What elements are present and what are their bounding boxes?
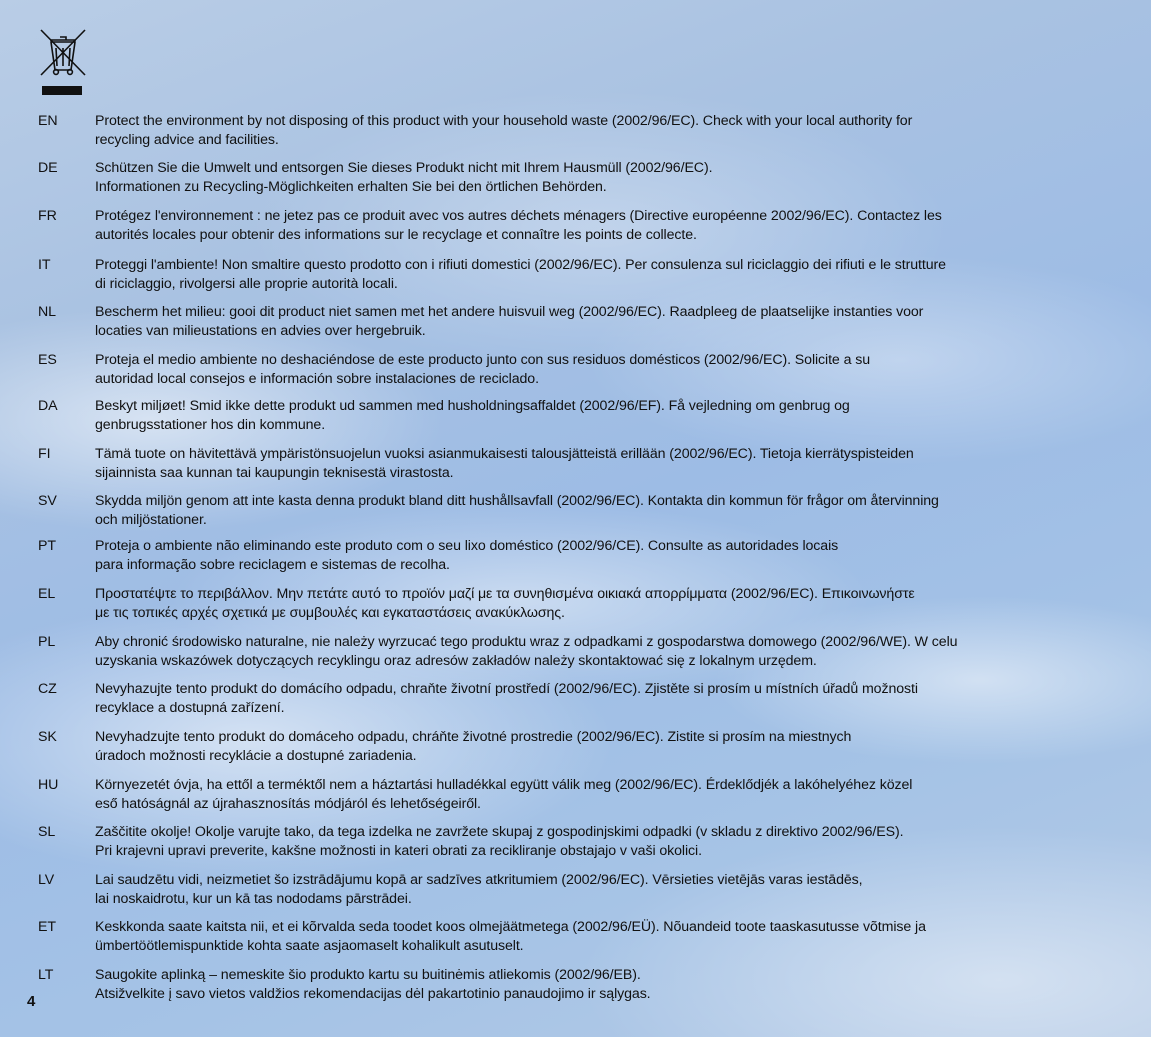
notice-text-line: locaties van milieustations en advies over hergebruik. [95, 322, 426, 339]
language-code: EL [38, 586, 56, 602]
language-code: PL [38, 634, 56, 650]
language-code: SV [38, 493, 57, 509]
language-code: EN [38, 113, 58, 129]
notice-text [95, 966, 1135, 1003]
notice-text-line: Környezetét óvja, ha ettől a terméktől nem a háztartási hulladékkal együtt válik meg (2002/96/EC). Érdeklődjék a lakóhelyéhez közel [95, 777, 913, 793]
notice-text-line: με τις τοπικές αρχές σχετικά με συμβουλές και εγκαταστάσεις ανακύκλωσης. [95, 604, 565, 621]
language-code: CZ [38, 681, 57, 697]
notice-text [95, 397, 1135, 434]
language-code: PT [38, 538, 56, 554]
notice-text [95, 256, 1135, 293]
notice-text-line: Informationen zu Recycling-Möglichkeiten erhalten Sie bei den örtlichen Behörden. [95, 178, 607, 195]
language-code: HU [38, 777, 59, 793]
notice-text-line: Saugokite aplinką – nemeskite šio produkto kartu su buitinėmis atliekomis (2002/96/EB). [95, 967, 641, 983]
notice-text [95, 351, 1135, 388]
notice-text-line: Beskyt miljøet! Smid ikke dette produkt ud sammen med husholdningsaffaldet (2002/96/EF). Få vejledning om genbrug og [95, 398, 850, 414]
language-code: DE [38, 160, 58, 176]
language-code: IT [38, 257, 51, 273]
notice-text-line: Schützen Sie die Umwelt und entsorgen Sie dieses Produkt nicht mit Ihrem Hausmüll (2002/96/EC). [95, 160, 713, 176]
notice-text [95, 445, 1135, 482]
notice-text-line: Proteggi l'ambiente! Non smaltire questo prodotto con i rifiuti domestici (2002/96/EC). Per consulenza sul riciclaggio dei rifiuti e le strutture [95, 257, 946, 273]
notice-text-line: recycling advice and facilities. [95, 131, 279, 148]
notice-text-line: Atsižvelkite į savo vietos valdžios rekomendacijas dėl pakartotinio panaudojimo ir sąlygas. [95, 985, 651, 1002]
language-code: ES [38, 352, 57, 368]
notice-text [95, 159, 1135, 196]
notice-text [95, 633, 1135, 670]
notice-text [95, 871, 1135, 908]
notice-text-line: Pri krajevni upravi preverite, kakšne možnosti in kateri obrati za recikliranje obstajajo v vaši okolici. [95, 842, 702, 859]
language-code: LT [38, 967, 54, 983]
notice-text [95, 680, 1135, 717]
notice-text-line: Aby chronić środowisko naturalne, nie należy wyrzucać tego produktu wraz z odpadkami z gospodarstwa domowego (2002/96/WE). W celu [95, 634, 958, 650]
notice-text-line: Keskkonda saate kaitsta nii, et ei kõrvalda seda toodet koos olmejäätmetega (2002/96/EÜ). Nõuandeid toote taaskasutusse võtmise ja [95, 919, 926, 935]
notice-text-line: úradoch možnosti recyklácie a dostupné zariadenia. [95, 747, 417, 764]
notice-text [95, 728, 1135, 765]
notice-text-line: Nevyhadzujte tento produkt do domáceho odpadu, chráňte životné prostredie (2002/96/EC). Zistite si prosím na miestnych [95, 729, 852, 745]
notice-text-line: Tämä tuote on hävitettävä ympäristönsuojelun vuoksi asianmukaisesti talousjätteistä erillään (2002/96/EC). Tietoja kierrätyspisteiden [95, 446, 914, 462]
notice-text [95, 823, 1135, 860]
notice-text-line: lai noskaidrotu, kur un kā tas nododams pārstrādei. [95, 890, 412, 907]
notice-text-line: eső hatóságnál az újrahasznosítás módjáról és lehetőségeiről. [95, 795, 481, 812]
notice-text-line: di riciclaggio, rivolgersi alle proprie autorità locali. [95, 275, 398, 292]
language-code: ET [38, 919, 56, 935]
notice-text [95, 207, 1135, 244]
language-code: SK [38, 729, 57, 745]
language-code: NL [38, 304, 56, 320]
page-number: 4 [27, 993, 36, 1010]
notice-text-line: sijainnista saa kunnan tai kaupungin teknisestä virastosta. [95, 464, 454, 481]
notice-text-line: Protect the environment by not disposing of this product with your household waste (2002/96/EC). Check with your local authority for [95, 113, 913, 129]
language-code: LV [38, 872, 55, 888]
notice-text-line: autorités locales pour obtenir des informations sur le recyclage et connaître les points de collecte. [95, 226, 697, 243]
notice-text-line: Protégez l'environnement : ne jetez pas ce produit avec vos autres déchets ménagers (Directive européenne 2002/96/EC). Contactez les [95, 208, 942, 224]
notice-text-line: Proteja el medio ambiente no deshaciéndose de este producto junto con sus residuos domésticos (2002/96/EC). Solicite a su [95, 352, 870, 368]
notice-text-line: Lai saudzētu vidi, neizmetiet šo izstrādājumu kopā ar sadzīves atkritumiem (2002/96/EC). Vērsieties vietējās varas iestādēs, [95, 872, 863, 888]
notice-text-line: Προστατέψτε το περιβάλλον. Μην πετάτε αυτό το προϊόν μαζί με τα συνηθισμένα οικιακά απορρίμματα (2002/96/EC). Επικοινωνήστε [95, 586, 915, 602]
language-code: FI [38, 446, 51, 462]
notice-text-line: Nevyhazujte tento produkt do domácího odpadu, chraňte životní prostředí (2002/96/EC). Zjistěte si prosím u místních úřadů možnosti [95, 681, 918, 697]
language-code: DA [38, 398, 58, 414]
notice-text [95, 112, 1135, 149]
notice-text [95, 776, 1135, 813]
language-code: FR [38, 208, 57, 224]
notice-text-line: recyklace a dostupná zařízení. [95, 699, 285, 716]
notice-text-line: Bescherm het milieu: gooi dit product niet samen met het andere huisvuil weg (2002/96/EC). Raadpleeg de plaatselijke instanties voor [95, 304, 924, 320]
notice-text [95, 918, 1135, 955]
notice-text-line: ümbertöötlemispunktide kohta saate asjaomaselt kohalikult asutuselt. [95, 937, 524, 954]
notice-text [95, 303, 1135, 340]
notice-text [95, 492, 1135, 529]
notice-text-line: och miljöstationer. [95, 511, 207, 528]
notice-text-line: para informação sobre reciclagem e sistemas de recolha. [95, 556, 450, 573]
notice-text-line: autoridad local consejos e información sobre instalaciones de reciclado. [95, 370, 539, 387]
notice-text-line: Proteja o ambiente não eliminando este produto com o seu lixo doméstico (2002/96/CE). Consulte as autoridades locais [95, 538, 839, 554]
notice-text-line: genbrugsstationer hos din kommune. [95, 416, 326, 433]
notice-text [95, 585, 1135, 622]
notice-text-line: Skydda miljön genom att inte kasta denna produkt bland ditt hushållsavfall (2002/96/EC). Kontakta din kommun för frågor om återvinning [95, 493, 939, 509]
notice-text-line: uzyskania wskazówek dotyczących recyklingu oraz adresów zakładów należy skontaktować się z lokalnym urzędem. [95, 652, 817, 669]
language-code: SL [38, 824, 56, 840]
notice-text-line: Zaščitite okolje! Okolje varujte tako, da tega izdelka ne zavržete skupaj z gospodinjskimi odpadki (v skladu z direktivo 2002/96/ES). [95, 824, 904, 840]
notice-text [95, 537, 1135, 574]
crossed-out-wheelie-bin-icon [38, 28, 88, 98]
